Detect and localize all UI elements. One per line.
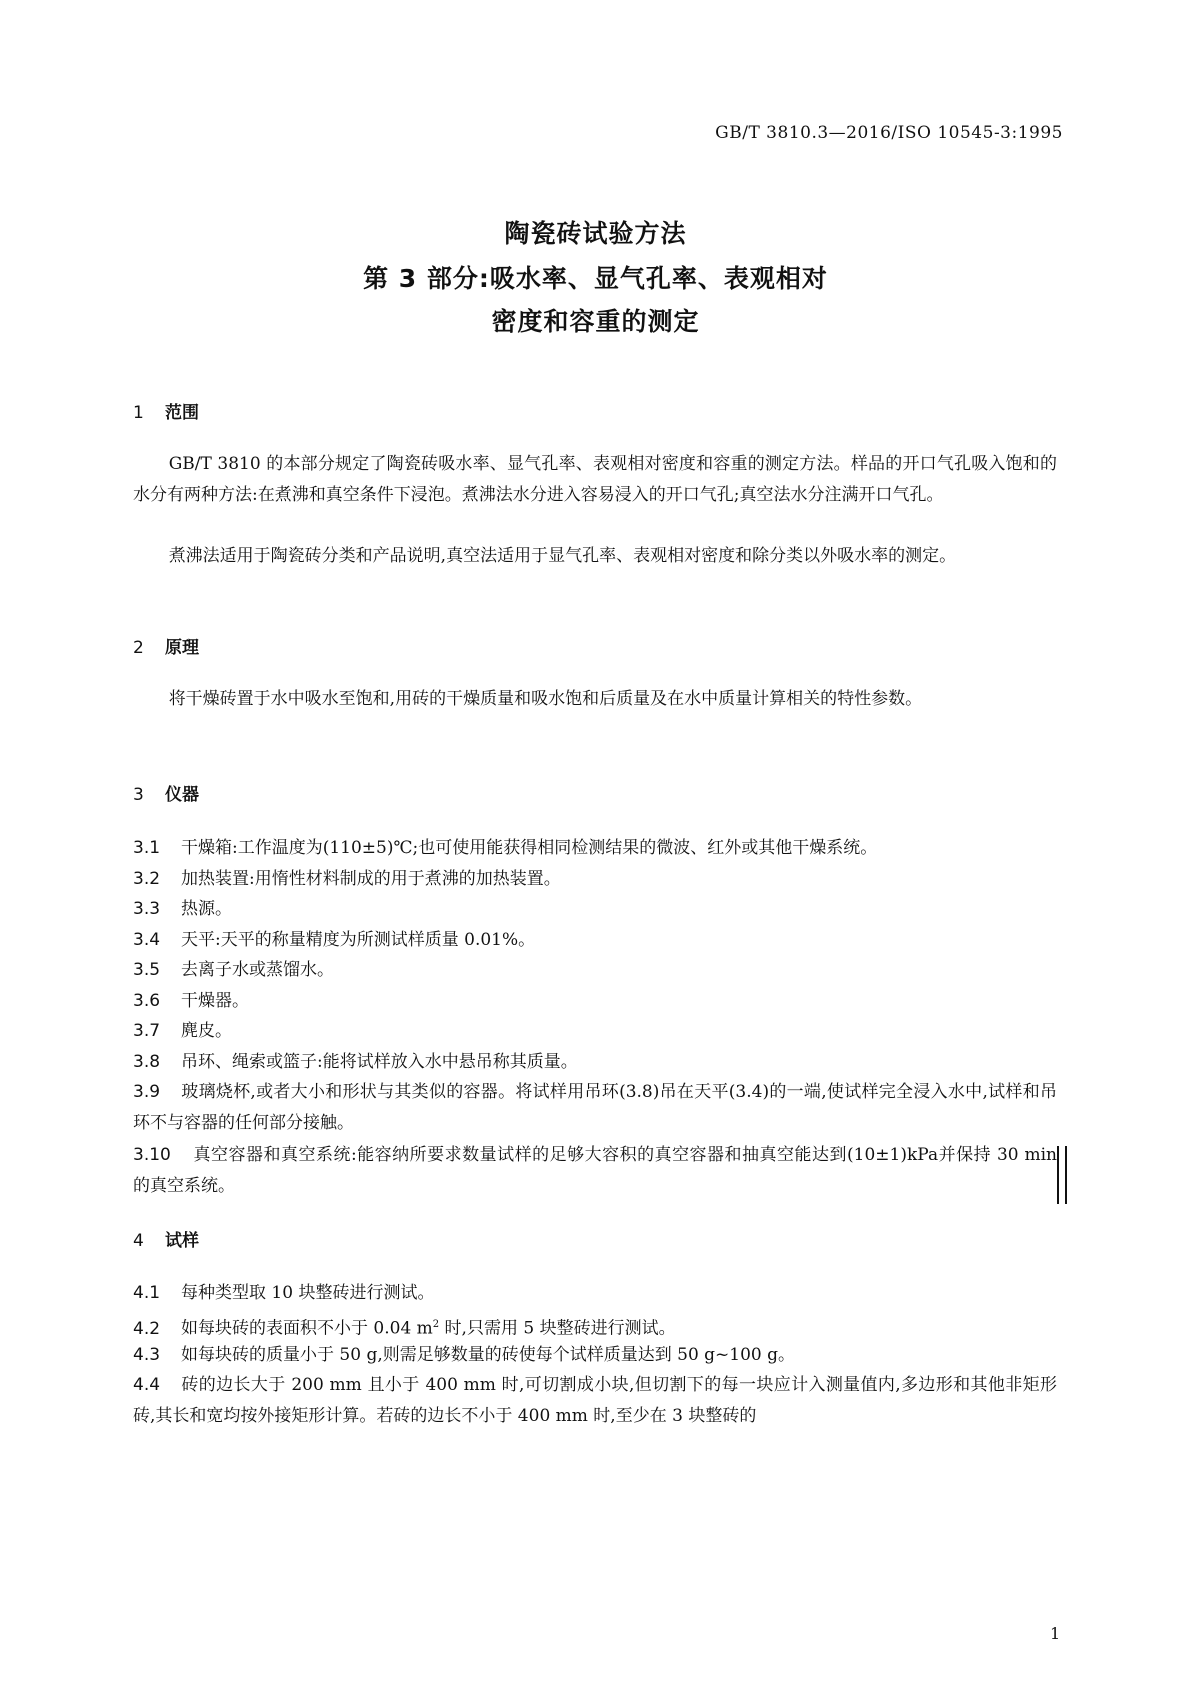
section-number: 1 xyxy=(133,403,144,423)
list-item: 4.2 如每块砖的表面积不小于 0.04 $m^2$ 时,只需用 5 块整砖进行测试。 xyxy=(133,1318,676,1339)
list-item: 3.1 干燥箱:工作温度为(110±5)℃;也可使用能获得相同检测结果的微波、红外或其他干燥系统。 xyxy=(133,838,878,858)
list-item: 3.9 玻璃烧杯,或者大小和形状与其类似的容器。将试样用吊环(3.8)吊在天平(3.4)的一端,使试样完全浸入水中,试样和吊环不与容器的任何部分接触。 xyxy=(133,1082,1057,1133)
section-number: 2 xyxy=(133,638,144,658)
list-item: 3.2 加热装置:用惰性材料制成的用于煮沸的加热装置。 xyxy=(133,869,561,889)
title-line-1: 陶瓷砖试验方法 xyxy=(504,219,687,248)
list-item: 3.5 去离子水或蒸馏水。 xyxy=(133,960,334,980)
paragraph: 煮沸法适用于陶瓷砖分类和产品说明,真空法适用于显气孔率、表观相对密度和除分类以外吸水率的测定。 xyxy=(168,546,957,566)
list-item: 3.4 天平:天平的称量精度为所测试样质量 0.01%。 xyxy=(133,930,536,950)
list-item: 3.6 干燥器。 xyxy=(133,991,249,1011)
section-heading-2 xyxy=(133,633,199,658)
section-title: 试样 xyxy=(165,1231,199,1251)
title-line-2: 第 3 部分:吸水率、显气孔率、表观相对 xyxy=(363,264,828,293)
section-number: 4 xyxy=(133,1231,144,1251)
section-heading-4 xyxy=(133,1226,199,1251)
section-heading-1 xyxy=(133,398,199,423)
section-heading-3 xyxy=(133,780,199,805)
section-title: 范围 xyxy=(165,403,199,423)
paragraph: 将干燥砖置于水中吸水至饱和,用砖的干燥质量和吸水饱和后质量及在水中质量计算相关的特性参数。 xyxy=(168,689,923,709)
section-number: 3 xyxy=(133,785,144,805)
list-item: 4.1 每种类型取 10 块整砖进行测试。 xyxy=(133,1283,435,1303)
section-title: 原理 xyxy=(165,638,199,658)
page-number: 1 xyxy=(1050,1624,1061,1643)
list-item: 3.3 热源。 xyxy=(133,899,232,919)
title-line-3: 密度和容重的测定 xyxy=(491,307,700,336)
revision-bar xyxy=(1057,1146,1067,1204)
list-item: 4.4 砖的边长大于 200 mm 且小于 400 mm 时,可切割成小块,但切割下的每一块应计入测量值内,多边形和其他非矩形砖,其长和宽均按外接矩形计算。若砖的边长不小于 400 mm 时,至少在 3 块整砖的 xyxy=(133,1375,1057,1426)
list-item: 3.7 麂皮。 xyxy=(133,1021,232,1041)
paragraph: GB/T 3810 的本部分规定了陶瓷砖吸水率、显气孔率、表观相对密度和容重的测定方法。样品的开口气孔吸入饱和的水分有两种方法:在煮沸和真空条件下浸泡。煮沸法水分进入容易浸入的开口气孔;真空法水分注满开口气孔。 xyxy=(133,454,1057,505)
list-item: 4.3 如每块砖的质量小于 50 g,则需足够数量的砖使每个试样质量达到 50 g~100 g。 xyxy=(133,1345,796,1365)
section-title: 仪器 xyxy=(165,785,199,805)
list-item: 3.8 吊环、绳索或篮子:能将试样放入水中悬吊称其质量。 xyxy=(133,1052,578,1072)
standard-number: GB/T 3810.3—2016/ISO 10545-3:1995 xyxy=(715,123,1063,143)
list-item: 3.10 真空容器和真空系统:能容纳所要求数量试样的足够大容积的真空容器和抽真空能达到(10±1)kPa并保持 30 min 的真空系统。 xyxy=(133,1145,1057,1196)
